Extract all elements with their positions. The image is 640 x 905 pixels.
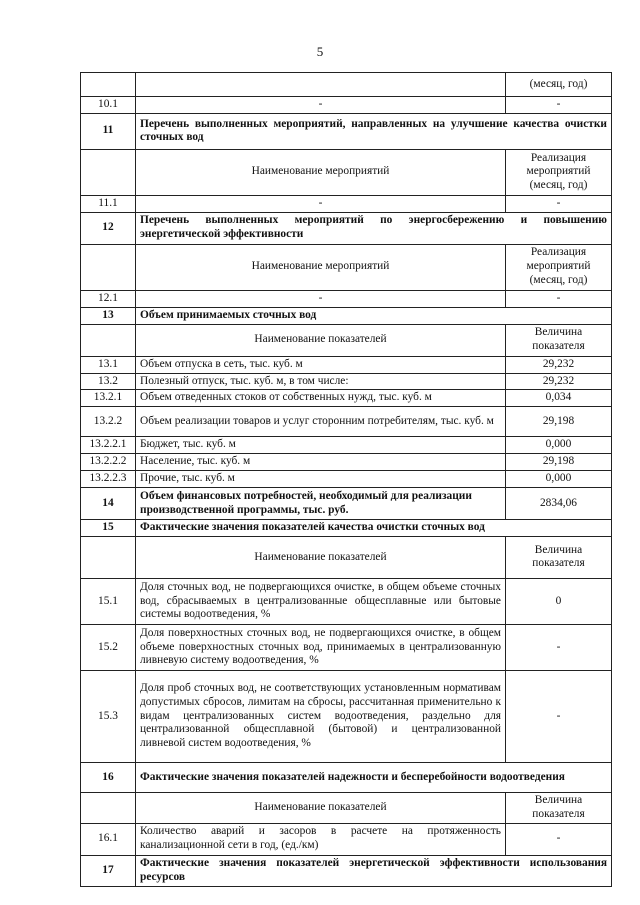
- empty-cell: [81, 244, 136, 290]
- column-header-value: Величина показателя: [506, 324, 612, 356]
- row-value: -: [506, 195, 612, 212]
- row-number: 13.1: [81, 356, 136, 373]
- section-number: 11: [81, 113, 136, 149]
- table-row: [81, 290, 612, 307]
- column-header-value: Реализация мероприятий (месяц, год): [506, 149, 612, 195]
- production-program-table: [80, 72, 612, 887]
- row-value: 0,000: [506, 437, 612, 454]
- section-row: [81, 520, 612, 537]
- empty-cell: [81, 792, 136, 823]
- table-row: [81, 454, 612, 471]
- page-number: 5: [316, 44, 324, 59]
- row-number: 15.2: [81, 624, 136, 670]
- row-number: 16.1: [81, 823, 136, 855]
- table-header-row: [81, 792, 612, 823]
- column-header-name: Наименование показателей: [136, 792, 506, 823]
- table-header-row: [81, 149, 612, 195]
- row-number: 11.1: [81, 195, 136, 212]
- row-value: 2834,06: [506, 488, 612, 520]
- row-name: -: [136, 97, 506, 114]
- table-row: [81, 823, 612, 855]
- table-row: [81, 670, 612, 762]
- table-header-row: [81, 324, 612, 356]
- section-title: Перечень выполненных мероприятий по энергосбережению и повышению энергетической эффективности: [136, 212, 612, 244]
- section-number: 13: [81, 307, 136, 324]
- row-number: 15.1: [81, 578, 136, 624]
- column-header-value: Величина показателя: [506, 792, 612, 823]
- row-number: 13.2.2.3: [81, 471, 136, 488]
- row-value: 29,198: [506, 454, 612, 471]
- row-number: 13.2: [81, 373, 136, 390]
- table-header-row: [81, 536, 612, 578]
- row-name: Объем реализации товаров и услуг сторонним потребителям, тыс. куб. м: [136, 407, 506, 437]
- empty-cell: [81, 149, 136, 195]
- row-name: [136, 73, 506, 97]
- table-row: [81, 97, 612, 114]
- table-row: [81, 373, 612, 390]
- column-header-name: Наименование показателей: [136, 324, 506, 356]
- section-title: Фактические значения показателей энергетической эффективности использования ресурсов: [136, 855, 612, 886]
- table-row: [81, 390, 612, 407]
- row-value: -: [506, 670, 612, 762]
- row-value: 0,000: [506, 471, 612, 488]
- row-value: 0: [506, 578, 612, 624]
- section-row: [81, 307, 612, 324]
- table-row: [81, 407, 612, 437]
- section-row: [81, 212, 612, 244]
- section-row: [81, 762, 612, 792]
- row-number: 10.1: [81, 97, 136, 114]
- row-name: Полезный отпуск, тыс. куб. м, в том числе:: [136, 373, 506, 390]
- row-number: 13.2.1: [81, 390, 136, 407]
- row-number: [81, 73, 136, 97]
- row-name: Прочие, тыс. куб. м: [136, 471, 506, 488]
- row-name: Объем финансовых потребностей, необходимый для реализации производственной программы, тыс. руб.: [136, 488, 506, 520]
- column-header-value: Реализация мероприятий (месяц, год): [506, 244, 612, 290]
- table-row: [81, 578, 612, 624]
- column-header-name: Наименование показателей: [136, 536, 506, 578]
- row-name: Количество аварий и засоров в расчете на протяженность канализационной сети в год, (ед./км): [136, 823, 506, 855]
- row-name: Доля проб сточных вод, не соответствующих установленным нормативам допустимых сбросов, лимитам на сбросы, рассчитанная применительно к видам централизованных систем водоотведения, раздельно для централизованной общесплавной (бытовой) и централизованной ливневой систем водоотведения, %: [136, 670, 506, 762]
- row-value: 29,232: [506, 373, 612, 390]
- row-number: 13.2.2: [81, 407, 136, 437]
- row-number: 12.1: [81, 290, 136, 307]
- section-number: 17: [81, 855, 136, 886]
- row-value: -: [506, 97, 612, 114]
- row-value: 29,198: [506, 407, 612, 437]
- empty-cell: [81, 324, 136, 356]
- row-name: Доля сточных вод, не подвергающихся очистке, в общем объеме сточных вод, сбрасываемых в централизованные общесплавные или бытовые системы водоотведения, %: [136, 578, 506, 624]
- section-title: Объем принимаемых сточных вод: [136, 307, 612, 324]
- column-header-name: Наименование мероприятий: [136, 149, 506, 195]
- row-name: -: [136, 195, 506, 212]
- table-row: [81, 488, 612, 520]
- row-value: 29,232: [506, 356, 612, 373]
- row-number: 15.3: [81, 670, 136, 762]
- row-value: -: [506, 290, 612, 307]
- row-number: 13.2.2.2: [81, 454, 136, 471]
- row-name: Объем отпуска в сеть, тыс. куб. м: [136, 356, 506, 373]
- row-number: 13.2.2.1: [81, 437, 136, 454]
- row-name: Население, тыс. куб. м: [136, 454, 506, 471]
- row-name: Доля поверхностных сточных вод, не подвергающихся очистке, в общем объеме поверхностных сточных вод, принимаемых в централизованную ливневую систему водоотведения, %: [136, 624, 506, 670]
- table-row: [81, 356, 612, 373]
- table-header-row: [81, 244, 612, 290]
- row-value: -: [506, 624, 612, 670]
- section-row: [81, 113, 612, 149]
- table-row: [81, 73, 612, 97]
- row-value: (месяц, год): [506, 73, 612, 97]
- empty-cell: [81, 536, 136, 578]
- section-title: Фактические значения показателей качества очистки сточных вод: [136, 520, 612, 537]
- table-row: [81, 624, 612, 670]
- row-value: -: [506, 823, 612, 855]
- section-number: 15: [81, 520, 136, 537]
- section-number: 16: [81, 762, 136, 792]
- table-row: [81, 195, 612, 212]
- row-name: Объем отведенных стоков от собственных нужд, тыс. куб. м: [136, 390, 506, 407]
- section-number: 12: [81, 212, 136, 244]
- column-header-value: Величина показателя: [506, 536, 612, 578]
- row-name: Бюджет, тыс. куб. м: [136, 437, 506, 454]
- row-name: -: [136, 290, 506, 307]
- table-row: [81, 471, 612, 488]
- section-title: Фактические значения показателей надежности и бесперебойности водоотведения: [136, 762, 612, 792]
- column-header-name: Наименование мероприятий: [136, 244, 506, 290]
- row-value: 0,034: [506, 390, 612, 407]
- table-row: [81, 437, 612, 454]
- section-title: Перечень выполненных мероприятий, направленных на улучшение качества очистки сточных вод: [136, 113, 612, 149]
- section-row: [81, 855, 612, 886]
- row-number: 14: [81, 488, 136, 520]
